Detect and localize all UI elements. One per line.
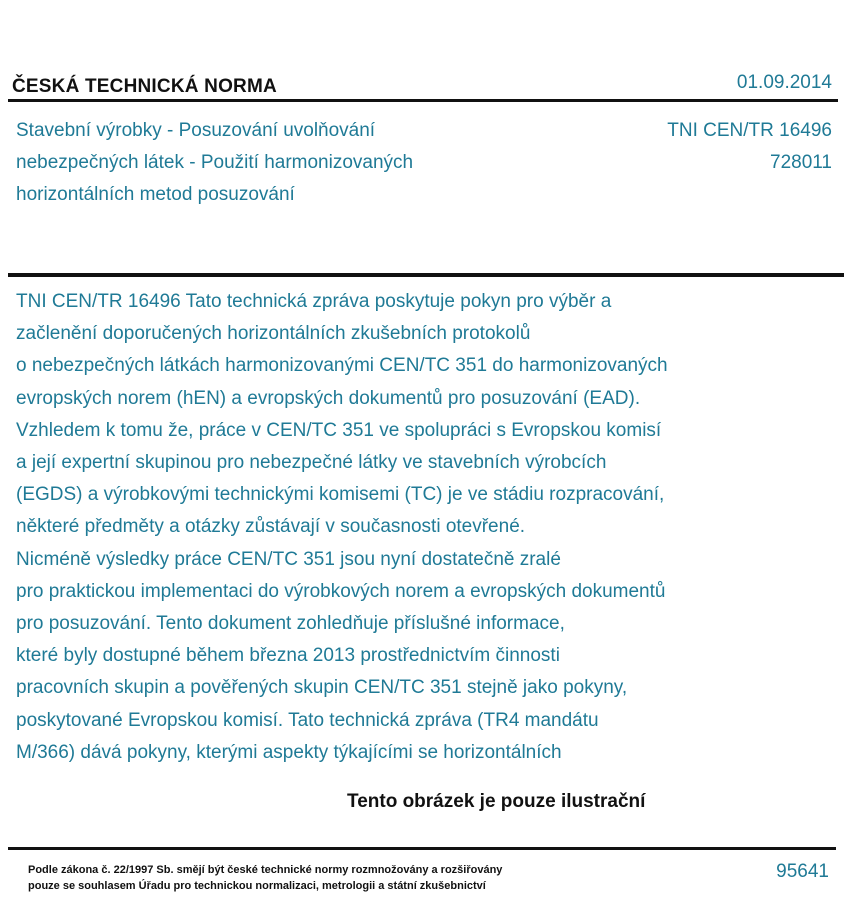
abstract-line: poskytované Evropskou komisí. Tato technická zpráva (TR4 mandátu	[16, 709, 599, 731]
abstract-line: začlenění doporučených horizontálních zkušebních protokolů	[16, 323, 531, 345]
abstract-line: o nebezpečných látkách harmonizovanými CEN/TC 351 do harmonizovaných	[16, 355, 668, 377]
abstract-line: pro praktickou implementaci do výrobkových norem a evropských dokumentů	[16, 580, 666, 602]
abstract-text	[16, 286, 776, 769]
abstract-line: pracovních skupin a pověřených skupin CEN/TC 351 stejně jako pokyny,	[16, 677, 628, 699]
legal-notice	[28, 862, 502, 894]
document-codes	[667, 115, 832, 179]
header-rule	[8, 99, 838, 102]
abstract-line: Vzhledem k tomu že, práce v CEN/TC 351 ve spolupráci s Evropskou komisí	[16, 419, 662, 441]
section-rule	[8, 273, 844, 277]
abstract-line: Nicméně výsledky práce CEN/TC 351 jsou nyní dostatečně zralé	[16, 548, 561, 570]
designation: TNI CEN/TR 16496	[667, 120, 832, 141]
title-line: nebezpečných látek - Použití harmonizovaných	[16, 152, 414, 173]
publication-date: 01.09.2014	[736, 72, 832, 93]
abstract-line: TNI CEN/TR 16496 Tato technická zpráva poskytuje pokyn pro výběr a	[16, 291, 612, 312]
footer-rule	[8, 847, 836, 850]
abstract-line: a její expertní skupinou pro nebezpečné látky ve stavebních výrobcích	[16, 452, 607, 474]
abstract-line: evropských norem (hEN) a evropských dokumentů pro posuzování (EAD).	[16, 387, 641, 409]
abstract-line: které byly dostupné během března 2013 prostřednictvím činnosti	[16, 645, 560, 667]
price-code: 95641	[776, 861, 829, 882]
abstract-line: M/366) dává pokyny, kterými aspekty týkajícími se horizontálních	[16, 741, 562, 763]
legal-line: Podle zákona č. 22/1997 Sb. smějí být české technické normy rozmnožovány a rozšiřovány	[28, 864, 503, 876]
title-line: horizontálních metod posuzování	[16, 184, 295, 205]
norm-label: ČESKÁ TECHNICKÁ NORMA	[12, 76, 277, 97]
abstract-line: (EGDS) a výrobkovými technickými komisemi (TC) je ve stádiu rozpracování,	[16, 484, 665, 506]
abstract-line: některé předměty a otázky zůstávají v současnosti otevřené.	[16, 516, 526, 538]
title-line: Stavební výrobky - Posuzování uvolňování	[16, 120, 376, 141]
illustration-note: Tento obrázek je pouze ilustrační	[347, 791, 646, 812]
abstract-line: pro posuzování. Tento dokument zohledňuje příslušné informace,	[16, 613, 565, 635]
classification-number: 728011	[770, 152, 832, 173]
document-title	[16, 115, 536, 211]
legal-line: pouze se souhlasem Úřadu pro technickou normalizaci, metrologii a státní zkušebnictví	[28, 880, 486, 892]
